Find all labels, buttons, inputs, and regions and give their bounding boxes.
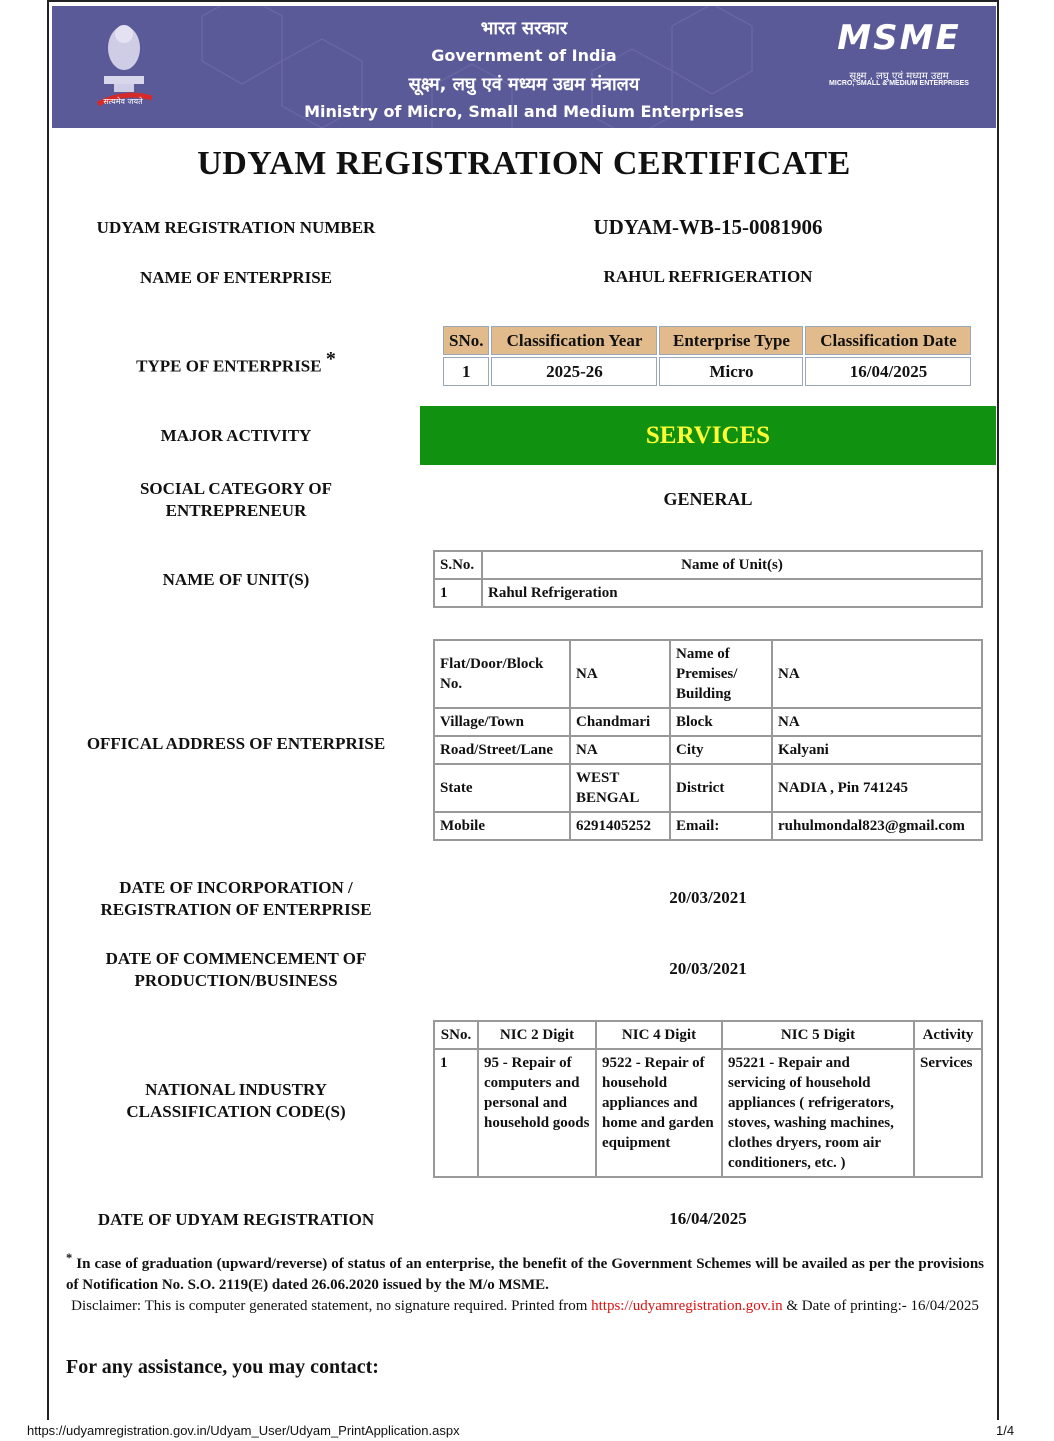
- social-category-label: [60, 478, 412, 522]
- nic-activity: Services: [914, 1049, 982, 1177]
- footer-url: https://udyamregistration.gov.in/Udyam_User/Udyam_PrintApplication.aspx: [27, 1423, 460, 1438]
- address-table: [433, 639, 983, 841]
- units-header-sno: S.No.: [434, 551, 482, 579]
- graduation-note: [66, 1248, 984, 1296]
- units-header-name: Name of Unit(s): [482, 551, 982, 579]
- addr-mobile-label: Mobile: [434, 812, 570, 840]
- units-label: NAME OF UNIT(S): [162, 570, 310, 589]
- disclaimer-suffix: & Date of printing:- 16/04/2025: [782, 1298, 979, 1314]
- address-label: OFFICAL ADDRESS OF ENTERPRISE: [86, 734, 386, 753]
- incorporation-date: 20/03/2021: [669, 888, 747, 907]
- addr-flat-label: Flat/Door/Block No.: [434, 640, 570, 708]
- reg-number-label: UDYAM REGISTRATION NUMBER: [96, 218, 376, 237]
- nic-5digit: 95221 - Repair and servicing of household appliances ( refrigerators, stoves, washing machines, clothes dryers, room air conditioners, etc. ): [722, 1049, 914, 1177]
- nic-header-activity: Activity: [914, 1021, 982, 1049]
- cls-header-year: Classification Year: [491, 326, 657, 355]
- addr-mobile: 6291405252: [570, 812, 670, 840]
- addr-premises-label: Name of Premises/ Building: [670, 640, 772, 708]
- addr-city: Kalyani: [772, 736, 982, 764]
- addr-road: NA: [570, 736, 670, 764]
- msme-logo-english: MICRO, SMALL & MEDIUM ENTERPRISES: [829, 80, 969, 87]
- enterprise-name-label: NAME OF ENTERPRISE: [139, 268, 333, 287]
- nic-header-2digit: NIC 2 Digit: [478, 1021, 596, 1049]
- disclaimer: [66, 1296, 984, 1316]
- commence-label-line2: PRODUCTION/BUSINESS: [134, 971, 338, 990]
- cls-sno: 1: [443, 357, 489, 386]
- addr-road-label: Road/Street/Lane: [434, 736, 570, 764]
- disclaimer-prefix: Disclaimer: This is computer generated statement, no signature required. Printed from: [71, 1298, 592, 1314]
- hindi-ministry-text: सूक्ष्म, लघु एवं मध्यम उद्यम मंत्रालय: [408, 74, 640, 95]
- addr-district: NADIA , Pin 741245: [772, 764, 982, 812]
- nic-table: [433, 1020, 983, 1178]
- nic-label-line2: CLASSIFICATION CODE(S): [126, 1102, 346, 1121]
- type-label-star: *: [325, 348, 336, 370]
- govt-text: Government of India: [431, 46, 617, 65]
- commencement-date: 20/03/2021: [669, 959, 747, 978]
- cls-header-date: Classification Date: [805, 326, 971, 355]
- type-label: [60, 348, 412, 378]
- addr-state: WEST BENGAL: [570, 764, 670, 812]
- incorp-label-line1: DATE OF INCORPORATION /: [119, 878, 353, 897]
- units-table: [433, 550, 983, 608]
- units-sno: 1: [434, 579, 482, 607]
- enterprise-name: RAHUL REFRIGERATION: [603, 267, 813, 286]
- nic-2digit: 95 - Repair of computers and personal and household goods: [478, 1049, 596, 1177]
- units-name: Rahul Refrigeration: [482, 579, 982, 607]
- classification-table: [441, 324, 973, 388]
- assistance-heading: For any assistance, you may contact:: [66, 1356, 379, 1378]
- udyam-portal-link[interactable]: https://udyamregistration.gov.in: [591, 1298, 783, 1314]
- note-star: *: [66, 1251, 73, 1265]
- addr-block-label: Block: [670, 708, 772, 736]
- social-label-line1: SOCIAL CATEGORY OF: [139, 479, 333, 498]
- addr-village: Chandmari: [570, 708, 670, 736]
- addr-block: NA: [772, 708, 982, 736]
- nic-header-sno: SNo.: [434, 1021, 478, 1049]
- nic-4digit: 9522 - Repair of household appliances and home and garden equipment: [596, 1049, 722, 1177]
- addr-premises: NA: [772, 640, 982, 708]
- ministry-text: Ministry of Micro, Small and Medium Enterprises: [304, 102, 744, 121]
- addr-flat: NA: [570, 640, 670, 708]
- cls-type: Micro: [659, 357, 803, 386]
- commencement-label: [60, 948, 412, 992]
- addr-email: ruhulmondal823@gmail.com: [772, 812, 982, 840]
- addr-state-label: State: [434, 764, 570, 812]
- msme-logo-hindi: सूक्ष्म , लघु एवं मध्यम उद्यम: [849, 71, 949, 82]
- major-activity-value: SERVICES: [420, 406, 996, 465]
- udyam-date: 16/04/2025: [669, 1209, 747, 1228]
- nic-header-5digit: NIC 5 Digit: [722, 1021, 914, 1049]
- header-banner: [52, 6, 996, 128]
- certificate-title: UDYAM REGISTRATION CERTIFICATE: [197, 145, 851, 182]
- note-text: In case of graduation (upward/reverse) of status of an enterprise, the benefit of the Government Schemes will be availed as per the provisions of Notification No. S.O. 2119(E) dated 26.06.2020 issued by the M/o MSME.: [66, 1256, 984, 1293]
- type-label-text: TYPE OF ENTERPRISE: [136, 356, 322, 376]
- addr-email-label: Email:: [670, 812, 772, 840]
- msme-logo-text: MSME: [837, 18, 961, 58]
- cls-header-sno: SNo.: [443, 326, 489, 355]
- cls-date: 16/04/2025: [805, 357, 971, 386]
- incorp-label-line2: REGISTRATION OF ENTERPRISE: [100, 900, 372, 919]
- hindi-govt-text: भारत सरकार: [480, 18, 568, 39]
- nic-label: [60, 1079, 412, 1123]
- nic-label-line1: NATIONAL INDUSTRY: [145, 1080, 327, 1099]
- addr-village-label: Village/Town: [434, 708, 570, 736]
- footer-page: 1/4: [996, 1423, 1015, 1438]
- addr-district-label: District: [670, 764, 772, 812]
- cls-year: 2025-26: [491, 357, 657, 386]
- cls-header-type: Enterprise Type: [659, 326, 803, 355]
- incorporation-label: [60, 877, 412, 921]
- nic-sno: 1: [434, 1049, 478, 1177]
- social-category: GENERAL: [663, 489, 753, 509]
- addr-city-label: City: [670, 736, 772, 764]
- reg-number: UDYAM-WB-15-0081906: [593, 215, 823, 239]
- major-activity-label: MAJOR ACTIVITY: [160, 426, 312, 445]
- commence-label-line1: DATE OF COMMENCEMENT OF: [105, 949, 367, 968]
- emblem-motto: सत्यमेव जयते: [103, 97, 143, 106]
- social-label-line2: ENTREPRENEUR: [165, 501, 307, 520]
- udyam-date-label: DATE OF UDYAM REGISTRATION: [97, 1210, 375, 1229]
- nic-header-4digit: NIC 4 Digit: [596, 1021, 722, 1049]
